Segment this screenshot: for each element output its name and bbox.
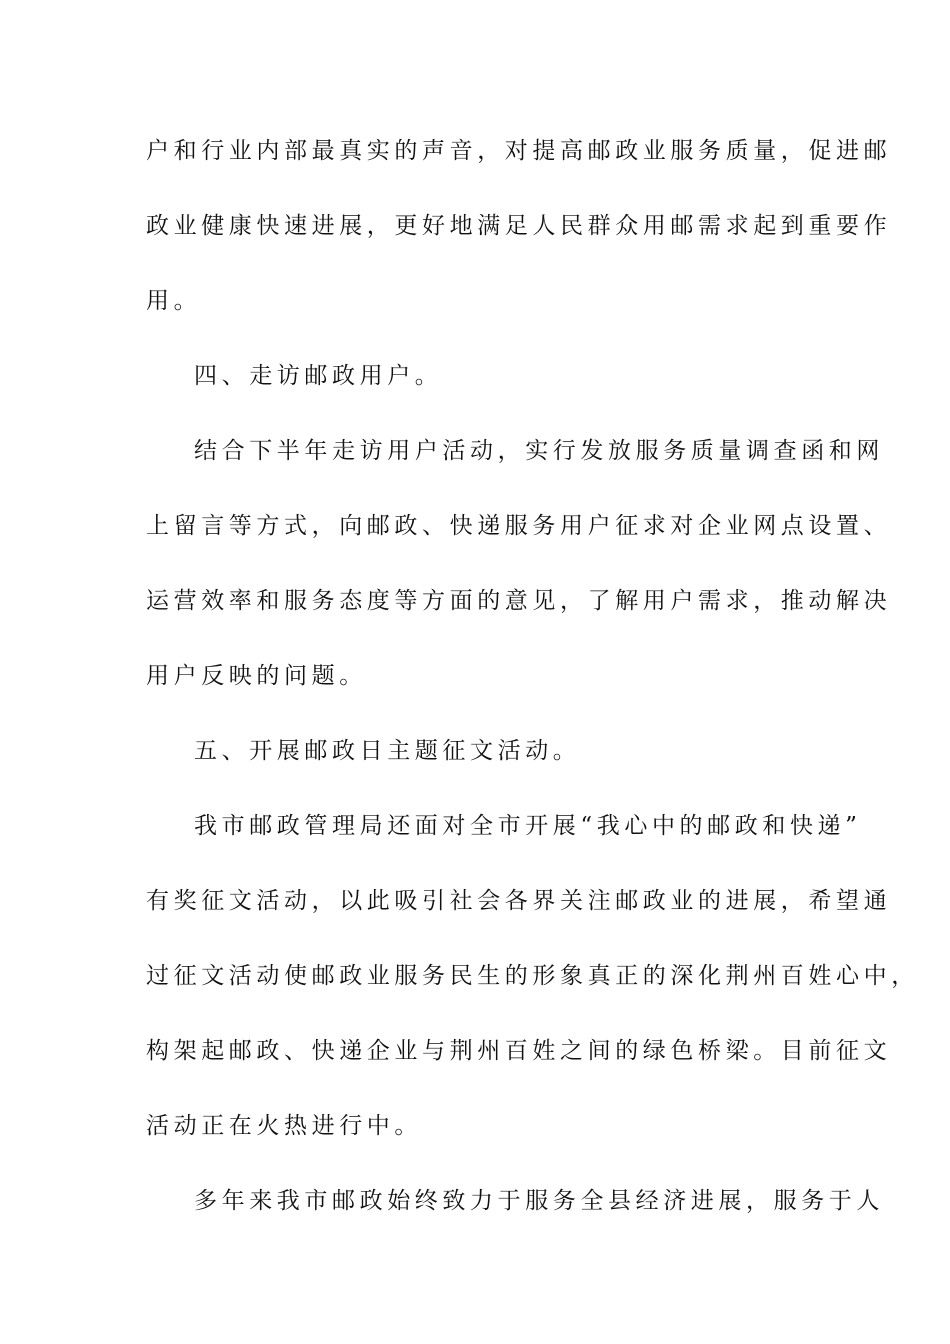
text-line: 政业健康快速进展，更好地满足人民群众用邮需求起到重要作 [146, 213, 892, 239]
text-line: 户和行业内部最真实的声音，对提高邮政业服务质量，促进邮 [146, 138, 892, 164]
text-line: 我市邮政管理局还面对全市开展“我心中的邮政和快递” [194, 813, 862, 839]
text-line: 结合下半年走访用户活动，实行发放服务质量调查函和网 [194, 438, 884, 464]
text-line: 运营效率和服务态度等方面的意见，了解用户需求，推动解决 [146, 588, 892, 614]
text-line: 有奖征文活动，以此吸引社会各界关注邮政业的进展，希望通 [146, 888, 892, 914]
text-line: 用户反映的问题。 [146, 663, 367, 689]
text-line: 活动正在火热进行中。 [146, 1113, 422, 1139]
text-line: 用。 [146, 288, 202, 314]
text-line: 上留言等方式，向邮政、快递服务用户征求对企业网点设置、 [146, 513, 892, 539]
text-line: 构架起邮政、快递企业与荆州百姓之间的绿色桥梁。目前征文 [146, 1038, 892, 1064]
text-line: 多年来我市邮政始终致力于服务全县经济进展，服务于人 [194, 1188, 884, 1214]
section-heading: 五、开展邮政日主题征文活动。 [194, 738, 581, 764]
section-heading: 四、走访邮政用户。 [194, 363, 443, 389]
text-line: 过征文活动使邮政业服务民生的形象真正的深化荆州百姓心中， [146, 963, 919, 989]
